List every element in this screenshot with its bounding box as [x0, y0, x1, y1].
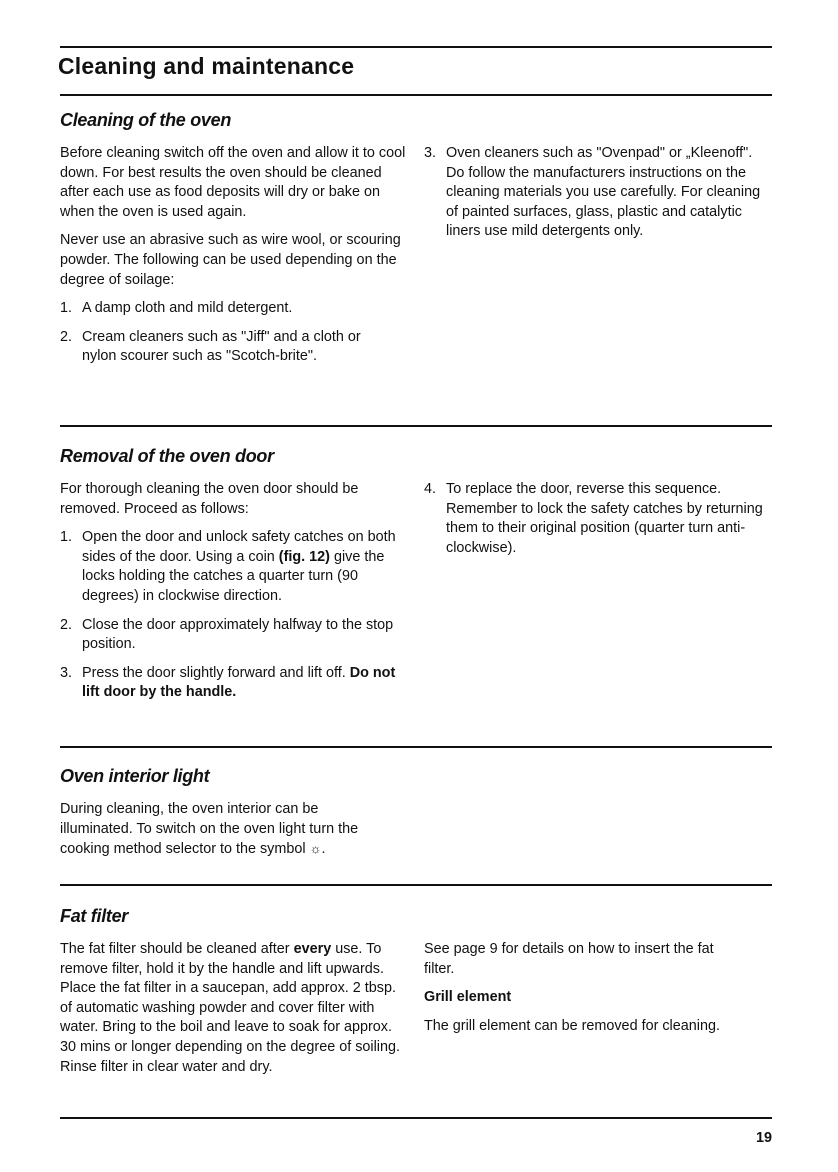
section-heading-fat-filter: Fat filter: [60, 906, 129, 926]
fat-text: [60, 940, 400, 1077]
list-item: [60, 616, 410, 655]
oven-light-symbol-icon: ☼: [309, 841, 322, 857]
cleaning-intro: Before cleaning switch off the oven and allow it to cool down. For best results the oven should be cleaned after each use as food deposits will dry or bake on when the oven is used again.: [60, 145, 406, 220]
step3-text: Press the door slightly forward and lift off.: [82, 664, 346, 681]
step3-warning: Do not lift door by the handle.: [82, 664, 396, 701]
section-heading-door: Removal of the oven door: [60, 446, 274, 466]
cleaning-left-column: [60, 144, 410, 376]
light-body: During cleaning, the oven interior can be illuminated. To switch on the oven light turn the cooking method selector to the symbol: [60, 801, 359, 858]
page-title: Cleaning and maintenance: [58, 53, 355, 79]
top-rule: [60, 46, 772, 48]
item-number: 1.: [60, 529, 73, 546]
cleaning-abrasive: Never use an abrasive such as wire wool, or scouring powder. The following can be used depending on the degree of soilage:: [60, 232, 401, 288]
section-rule: [60, 746, 772, 748]
section-heading-cleaning: Cleaning of the oven: [60, 110, 232, 130]
section-rule: [60, 425, 772, 427]
item-text: Cream cleaners such as "Jiff" and a cloth or nylon scourer such as "Scotch-brite".: [82, 328, 361, 365]
title-rule: [60, 94, 772, 96]
light-end: .: [321, 841, 326, 858]
cleaning-right-column: [424, 144, 770, 251]
door-right-column: [424, 480, 770, 567]
item-number: 2.: [60, 328, 73, 345]
grill-heading: Grill element: [424, 989, 512, 1006]
page-number: 19: [755, 1130, 772, 1146]
list-item: [424, 480, 770, 558]
fat-text-bold: every: [293, 941, 332, 957]
item-number: 3.: [424, 145, 437, 161]
figure-reference: (fig. 12): [278, 548, 330, 565]
step1-part-a: Open the door and unlock safety catches on both sides of the door. Using a coin: [82, 529, 396, 565]
list-item: [424, 144, 770, 242]
item-text: To replace the door, reverse this sequence. Remember to lock the safety catches by returning them to their original position (quarter turn anti-clockwise).: [446, 481, 763, 556]
item-number: 1.: [60, 300, 73, 317]
item-text: Oven cleaners such as "Ovenpad" or „Kleenoff". Do follow the manufacturers instructions on the cleaning materials you use carefully. For cleaning of painted surfaces, glass, plastic and catalytic liners use mild detergents only.: [446, 145, 761, 240]
item-number: 3.: [60, 664, 73, 681]
section-rule: [60, 884, 772, 886]
fat-text-a: The fat filter should be cleaned after: [60, 941, 290, 957]
item-text: [82, 664, 410, 703]
see-page-text: See page 9 for details on how to insert the fat filter.: [424, 941, 714, 977]
fat-text-b: use. To remove filter, hold it by the handle and lift upwards. Place the fat filter in a saucepan, add approx. 2 tbsp. of automatic washing powder and cover filter with water. Bring to the boil and leave to soak for approx. 30 mins or longer depending on the degree of soiling. Rinse filter in clear water and dry.: [60, 941, 401, 1075]
bottom-rule: [60, 1117, 772, 1119]
list-item: [60, 528, 410, 606]
light-text: [60, 800, 380, 860]
fat-right-column: [424, 940, 744, 1045]
item-number: 2.: [60, 616, 73, 633]
item-text: Close the door approximately halfway to the stop position.: [82, 616, 394, 653]
item-text: [82, 528, 410, 606]
section-heading-light: Oven interior light: [60, 766, 210, 786]
item-text: A damp cloth and mild detergent.: [82, 300, 293, 317]
list-item: [60, 299, 410, 319]
door-left-column: [60, 480, 410, 712]
list-item: [60, 664, 410, 703]
light-column: [60, 800, 380, 869]
fat-left-column: [60, 940, 400, 1086]
grill-text: The grill element can be removed for cleaning.: [424, 1017, 720, 1034]
door-intro: For thorough cleaning the oven door should be removed. Proceed as follows:: [60, 481, 359, 517]
list-item: [60, 328, 410, 367]
item-number: 4.: [424, 481, 437, 497]
step1-part-b: give the locks holding the catches a quarter turn (90 degrees) in clockwise direction.: [82, 548, 385, 604]
